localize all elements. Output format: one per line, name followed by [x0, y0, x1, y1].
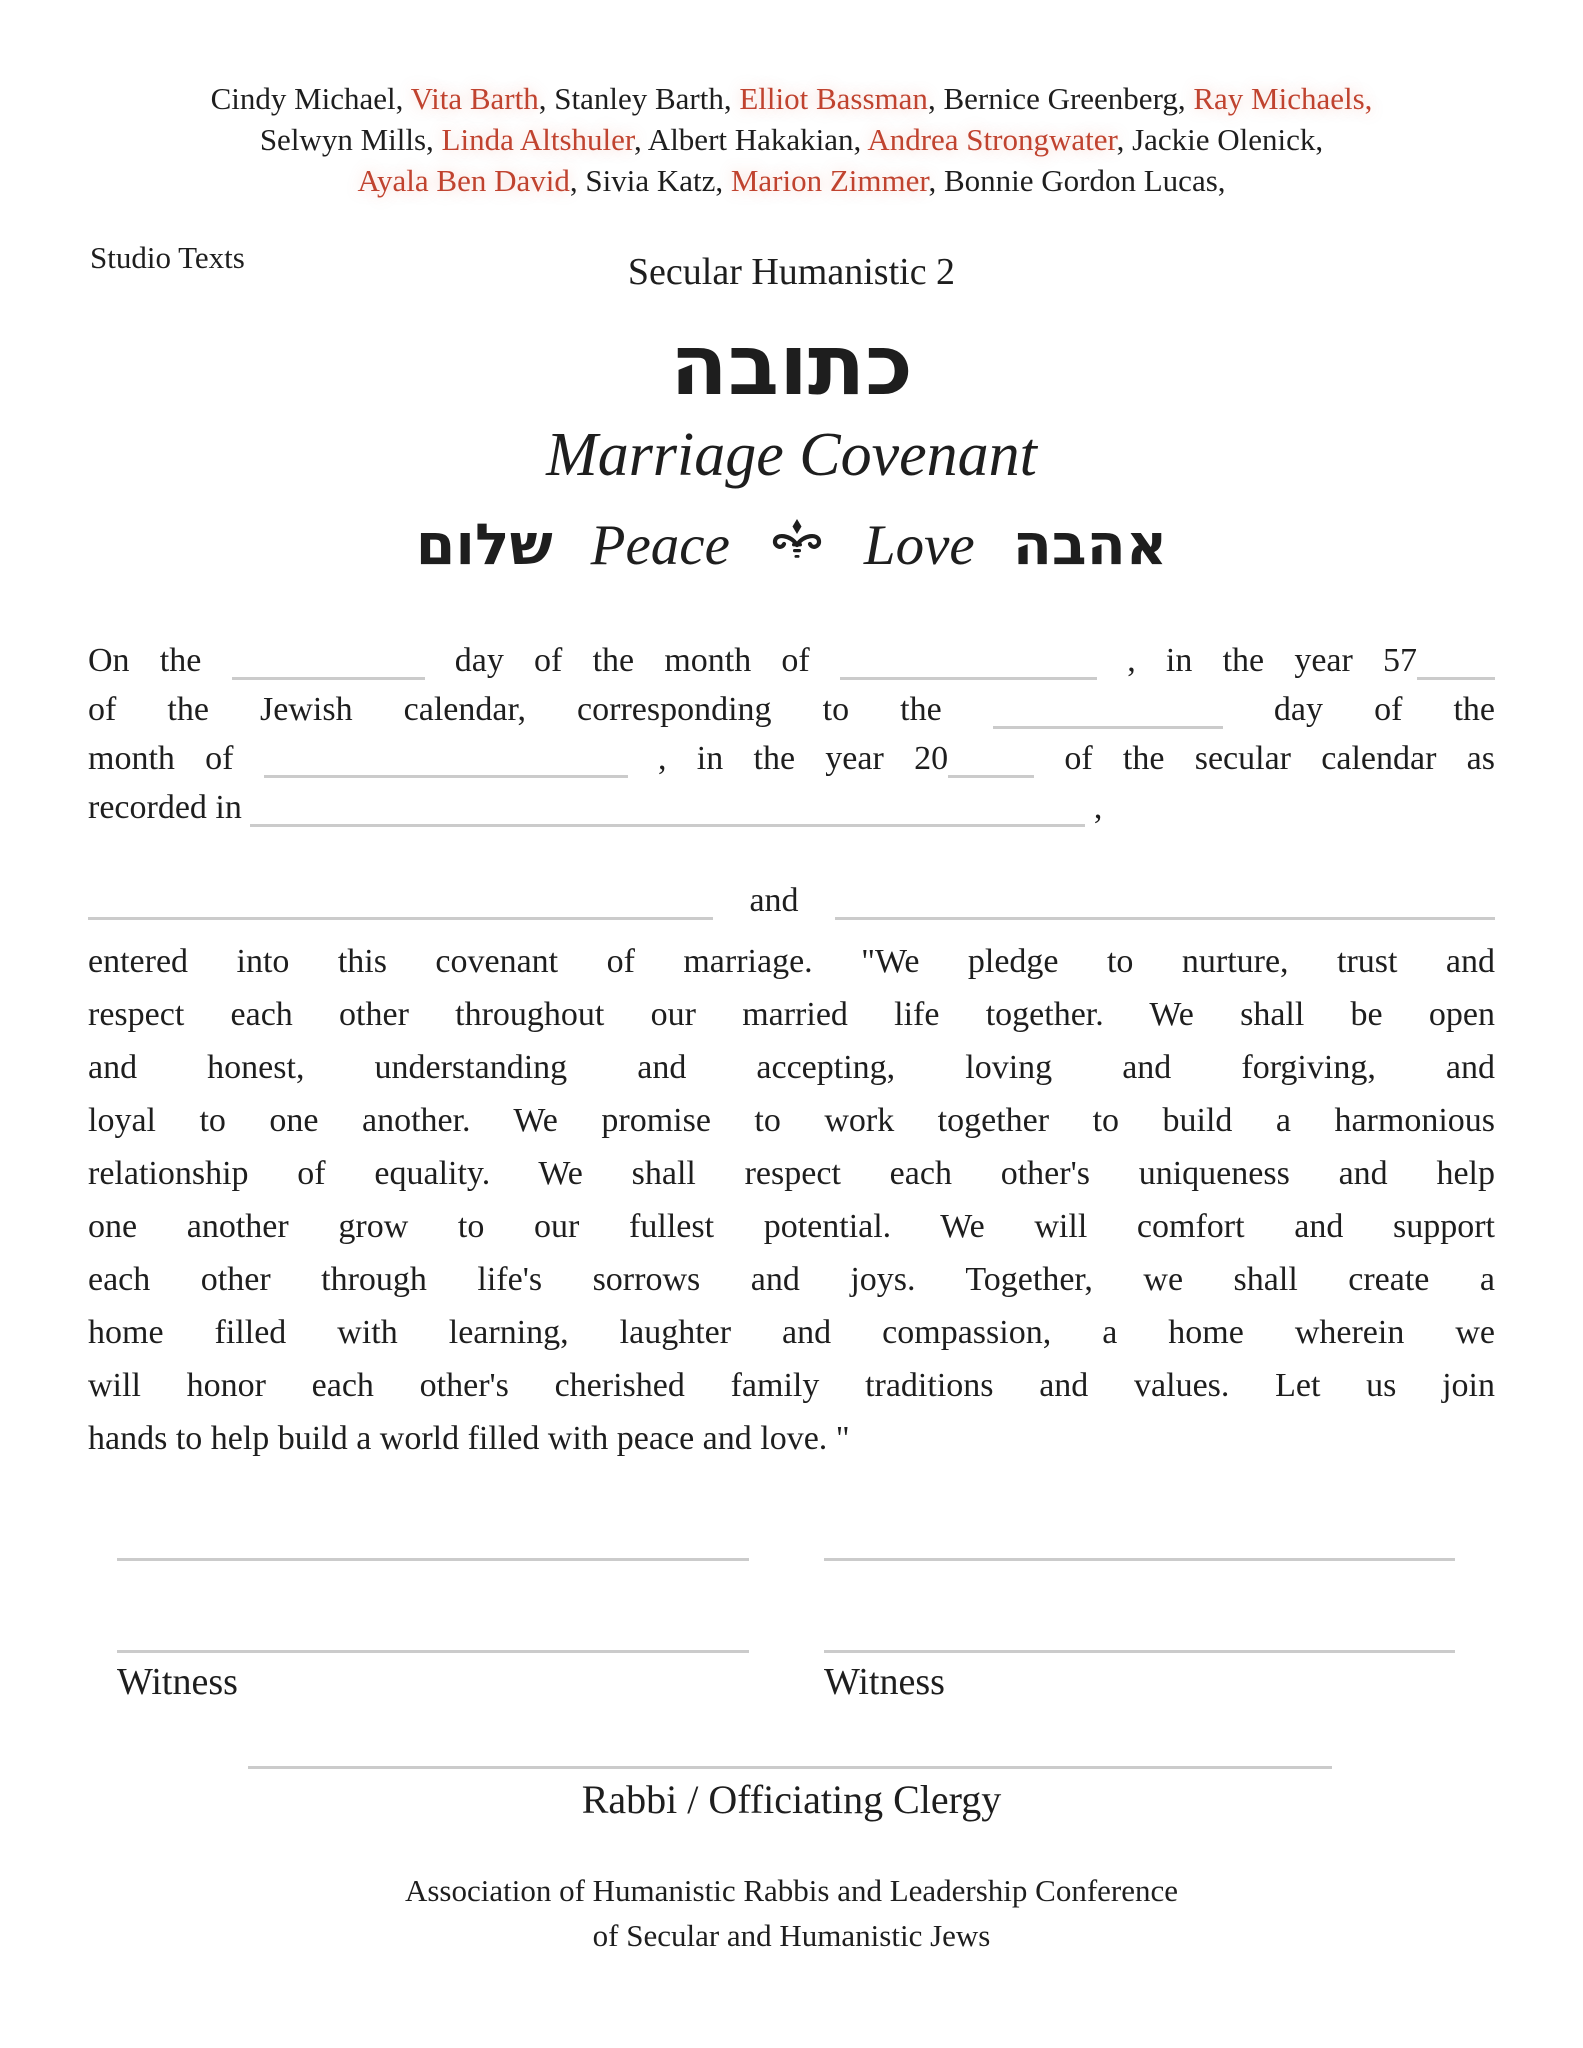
secular-month-blank-field [264, 745, 628, 778]
name-segment-accent: Marion Zimmer [730, 163, 929, 198]
love-label: Love [863, 513, 975, 577]
form-text: day of the [1273, 691, 1496, 728]
secular-year-blank-field [948, 745, 1034, 778]
form-line-3 [88, 734, 1495, 783]
form-text: of the secular calendar as [1064, 740, 1495, 777]
location-blank-field [250, 794, 1085, 827]
partner-two-name-blank-field [835, 887, 1495, 920]
names-line-1 [0, 78, 1583, 119]
hebrew-ketubah-title: כתובה [670, 316, 913, 414]
pledge-line: entered into this covenant of marriage. "We pledge to nurture, trust and [88, 943, 1495, 980]
ahava-hebrew-text: אהבה [1012, 512, 1168, 578]
secular-day-blank-field [993, 696, 1223, 729]
name-segment: , Bonnie Gordon Lucas, [928, 163, 1226, 198]
studio-label: Studio Texts [90, 240, 245, 275]
pledge-line: will honor each other's cherished family traditions and values. Let us join [88, 1367, 1495, 1404]
form-text: day of the month of [454, 642, 810, 679]
pledge-line: loyal to one another. We promise to work together to build a harmonious [88, 1102, 1495, 1139]
fleuron-ornament-icon [768, 513, 826, 578]
pledge-line: one another grow to our fullest potential. We will comfort and support [88, 1208, 1495, 1245]
peace-label: Peace [590, 513, 730, 577]
association-footer-line-2: of Secular and Humanistic Jews [592, 1918, 991, 1953]
form-text: month of [88, 740, 234, 777]
witness-signature-line-right [824, 1650, 1455, 1653]
clergy-label: Rabbi / Officiating Clergy [581, 1777, 1002, 1822]
pledge-line: hands to help build a world filled with peace and love. " [88, 1420, 850, 1457]
form-text: , [1093, 789, 1103, 826]
shalom-hebrew-text: שלום [415, 512, 553, 578]
name-segment: , Sivia Katz, [569, 163, 731, 198]
name-segment-accent: Vita Barth [410, 81, 539, 116]
covenant-pledge-paragraph [88, 935, 1495, 1465]
hebrew-year-blank-field [1417, 647, 1495, 680]
pledge-line: respect each other throughout our married life together. We shall be open [88, 996, 1495, 1033]
name-segment: Selwyn Mills, [259, 122, 442, 157]
name-segment: Cindy Michael, [210, 81, 411, 116]
name-segment-accent: Andrea Strongwater [867, 122, 1117, 157]
couple-signature-line-left [117, 1558, 749, 1561]
peace-love-row [0, 512, 1583, 578]
name-segment: , Jackie Olenick, [1116, 122, 1324, 157]
pledge-line: and honest, understanding and accepting, loving and forgiving, and [88, 1049, 1495, 1086]
partner-one-name-blank-field [88, 887, 713, 920]
form-line-5 [88, 876, 1495, 925]
name-segment: , Bernice Greenberg, [927, 81, 1194, 116]
name-segment: , Stanley Barth, [538, 81, 740, 116]
name-segment-accent: Elliot Bassman [739, 81, 928, 116]
name-segment-accent: Ayala Ben David [357, 163, 570, 198]
day-blank-field [232, 647, 425, 680]
names-line-2 [0, 119, 1583, 160]
witness-signature-line-left [117, 1650, 749, 1653]
association-footer-line-1: Association of Humanistic Rabbis and Leadership Conference [404, 1873, 1179, 1908]
pledge-line: each other through life's sorrows and joys. Together, we shall create a [88, 1261, 1495, 1298]
clergy-signature-line [248, 1766, 1332, 1769]
witness-label-left: Witness [117, 1661, 238, 1703]
page-title: Marriage Covenant [546, 421, 1037, 489]
couple-signature-line-right [824, 1558, 1455, 1561]
form-text: , in the year 20 [658, 740, 949, 777]
form-text: On the [88, 642, 202, 679]
name-segment-accent: Linda Altshuler [441, 122, 635, 157]
form-text: and [749, 882, 799, 919]
form-line-4 [88, 783, 1495, 832]
names-line-3 [0, 160, 1583, 201]
pledge-line: home filled with learning, laughter and compassion, a home wherein we [88, 1314, 1495, 1351]
form-line-2 [88, 685, 1495, 734]
name-segment: , Albert Hakakian, [634, 122, 868, 157]
form-line-1 [88, 636, 1495, 685]
form-text: recorded in [88, 789, 242, 826]
artist-names-block [0, 78, 1583, 201]
edition-title: Secular Humanistic 2 [627, 251, 956, 293]
form-text: of the Jewish calendar, corresponding to the [88, 691, 942, 728]
form-text: , in the year 57 [1127, 642, 1418, 679]
covenant-form [88, 636, 1495, 1465]
association-footer [0, 1868, 1583, 1958]
pledge-line: relationship of equality. We shall respect each other's uniqueness and help [88, 1155, 1495, 1192]
name-segment-accent: Ray Michaels, [1193, 81, 1373, 116]
witness-label-right: Witness [824, 1661, 945, 1703]
month-blank-field [840, 647, 1097, 680]
